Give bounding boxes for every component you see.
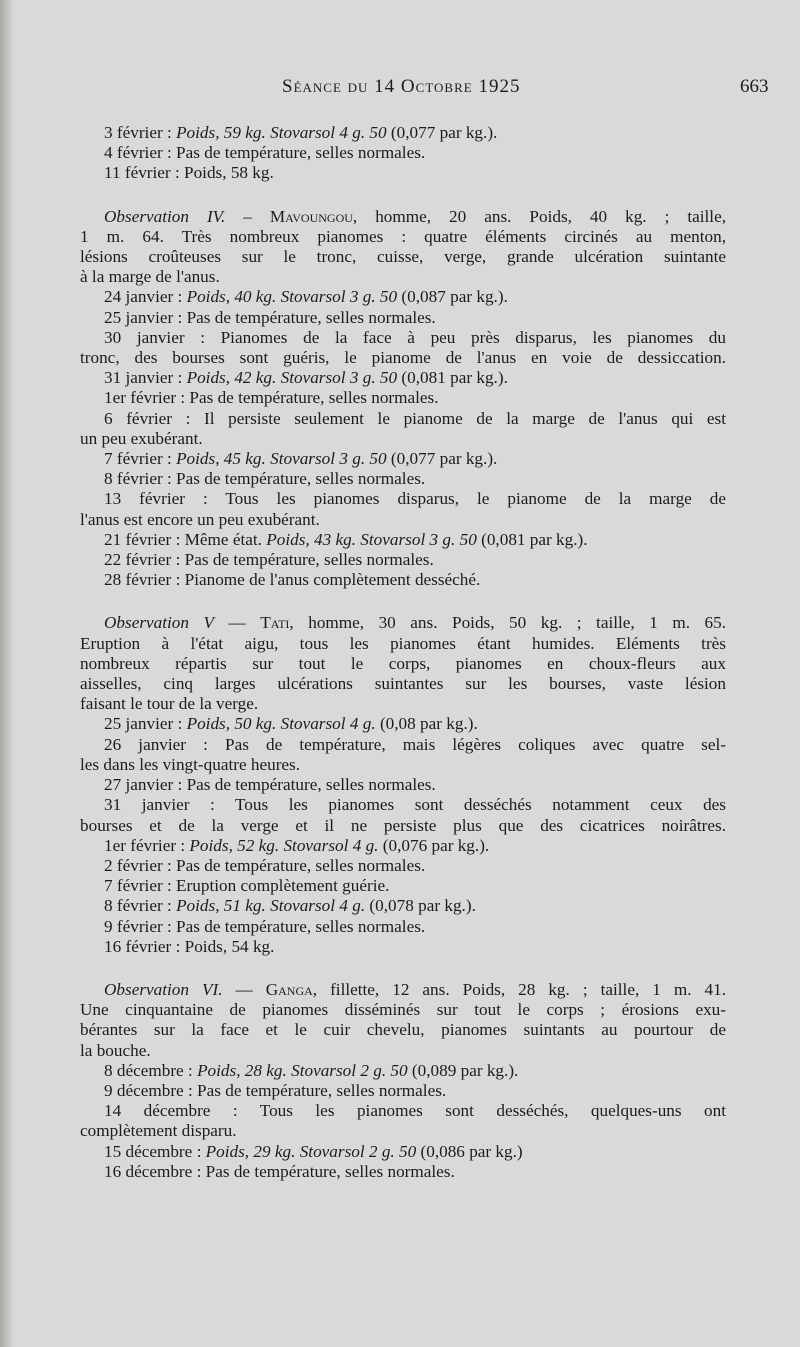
text-segment: aisselles, cinq larges ulcérations suintantes sur les bourses, vaste lésion <box>80 674 726 694</box>
section-gap <box>80 957 726 980</box>
text-line <box>80 775 726 795</box>
body-text <box>80 123 726 1182</box>
text-line <box>80 570 726 590</box>
text-segment: (0,076 par kg.). <box>378 835 490 855</box>
text-line <box>80 207 726 227</box>
text-segment: 11 février : Poids, 58 kg. <box>104 163 274 183</box>
text-segment: 3 février : <box>104 123 177 142</box>
text-line <box>80 247 726 267</box>
text-segment: 16 février : Poids, 54 kg. <box>104 936 275 956</box>
text-segment: 24 janvier : <box>104 287 187 307</box>
text-segment: , homme, 30 ans. Poids, 50 kg. ; taille, 1 m. 65. <box>289 613 726 633</box>
text-segment: 4 février : Pas de température, selles normales. <box>104 143 426 163</box>
text-segment: 25 janvier : Pas de température, selles normales. <box>104 307 436 327</box>
text-segment: 9 février : Pas de température, selles normales. <box>104 916 426 936</box>
text-segment: 7 février : <box>104 449 177 469</box>
text-segment: un peu exubérant. <box>80 428 203 448</box>
text-segment: (0,078 par kg.). <box>365 896 476 916</box>
text-segment: 9 décembre : Pas de température, selles normales. <box>104 1080 447 1100</box>
name-small-caps: Mavoungou <box>269 206 353 226</box>
text-segment: — <box>222 979 266 999</box>
text-segment: (0,08 par kg.). <box>375 714 478 734</box>
text-segment: , homme, 20 ans. Poids, 40 kg. ; taille, <box>352 206 726 226</box>
text-segment: nombreux répartis sur tout le corps, pianomes en choux-fleurs aux <box>80 653 726 673</box>
text-segment: bérantes sur la face et le cuir chevelu, pianomes suintants au pourtour de <box>80 1020 726 1040</box>
italic-segment: Observation IV. <box>104 206 226 226</box>
text-segment: 28 février : Pianome de l'anus complètement desséché. <box>104 570 481 590</box>
italic-segment: Poids, 50 kg. Stovarsol 4 g. <box>186 714 376 734</box>
text-line <box>80 368 726 388</box>
text-line <box>80 1081 726 1101</box>
text-line <box>80 714 726 734</box>
text-line <box>80 328 726 348</box>
italic-segment: Poids, 59 kg. Stovarsol 4 g. 50 <box>176 123 387 142</box>
text-line <box>80 1142 726 1162</box>
text-line <box>80 530 726 550</box>
italic-segment: Poids, 51 kg. Stovarsol 4 g. <box>176 896 366 916</box>
text-line <box>80 1061 726 1081</box>
text-line <box>80 550 726 570</box>
text-line <box>80 409 726 429</box>
italic-segment: Poids, 52 kg. Stovarsol 4 g. <box>189 835 379 855</box>
text-segment: l'anus est encore un peu exubérant. <box>80 509 320 529</box>
text-line <box>80 654 726 674</box>
text-line <box>80 836 726 856</box>
section-gap <box>80 590 726 613</box>
text-segment: (0,077 par kg.). <box>386 449 498 469</box>
italic-segment: Poids, 28 kg. Stovarsol 2 g. 50 <box>197 1060 408 1080</box>
text-line <box>80 980 726 1000</box>
text-line <box>80 917 726 937</box>
text-segment: complètement disparu. <box>80 1121 237 1141</box>
text-segment: faisant le tour de la verge. <box>80 694 259 714</box>
text-segment: 31 janvier : Tous les pianomes sont desséchés notamment ceux des <box>104 795 726 815</box>
text-segment: (0,081 par kg.). <box>397 368 508 388</box>
name-small-caps: Ganga <box>265 979 313 999</box>
text-segment: 26 janvier : Pas de température, mais légères coliques avec quatre sel- <box>104 734 726 754</box>
text-line <box>80 856 726 876</box>
text-segment: 21 février : Même état. <box>104 529 267 549</box>
text-line <box>80 287 726 307</box>
text-line <box>80 1020 726 1040</box>
page-header <box>0 70 800 100</box>
text-line <box>80 816 726 836</box>
page-edge-shadow <box>0 0 14 1347</box>
text-line <box>80 1000 726 1020</box>
italic-segment: Poids, 29 kg. Stovarsol 2 g. 50 <box>205 1141 417 1161</box>
text-line <box>80 1041 726 1061</box>
text-segment: (0,077 par kg.). <box>386 123 498 142</box>
text-line <box>80 1101 726 1121</box>
text-line <box>80 876 726 896</box>
text-segment: 25 janvier : <box>104 714 187 734</box>
text-segment: 8 décembre : <box>104 1060 198 1080</box>
observation-obs5 <box>80 613 726 956</box>
text-segment: (0,081 par kg.). <box>476 529 588 549</box>
text-line <box>80 674 726 694</box>
text-segment: 6 février : Il persiste seulement le pianome de la marge de l'anus qui est <box>104 408 726 428</box>
text-segment: 1er février : Pas de température, selles normales. <box>104 388 439 408</box>
text-segment: 31 janvier : <box>104 368 187 388</box>
text-line <box>80 694 726 714</box>
text-segment: bourses et de la verge et il ne persiste plus que des cicatrices noirâtres. <box>80 815 726 835</box>
text-segment: 30 janvier : Pianomes de la face à peu près disparus, les pianomes du <box>104 327 726 347</box>
text-segment: 16 décembre : Pas de température, selles normales. <box>104 1161 455 1181</box>
text-segment: 22 février : Pas de température, selles normales. <box>104 550 434 570</box>
observation-obs6 <box>80 980 726 1182</box>
text-segment: , fillette, 12 ans. Poids, 28 kg. ; taille, 1 m. 41. <box>312 979 727 999</box>
text-line <box>80 613 726 633</box>
text-line <box>80 755 726 775</box>
italic-segment: Poids, 45 kg. Stovarsol 3 g. 50 <box>176 449 387 469</box>
text-segment: (0,087 par kg.). <box>397 287 508 307</box>
name-small-caps: Tati <box>260 613 290 633</box>
text-segment: lésions croûteuses sur le tronc, cuisse, verge, grande ulcération suintante <box>80 247 726 267</box>
italic-segment: Observation VI. <box>104 979 223 999</box>
text-line <box>80 449 726 469</box>
italic-segment: Observation V <box>104 613 214 633</box>
running-title: Séance du 14 Octobre 1925 <box>282 76 521 97</box>
text-segment: 13 février : Tous les pianomes disparus, le pianome de la marge de <box>104 489 726 509</box>
text-line <box>80 735 726 755</box>
text-segment: 15 décembre : <box>104 1141 206 1161</box>
text-line <box>80 163 726 183</box>
text-line <box>80 1162 726 1182</box>
text-line <box>80 795 726 815</box>
text-line <box>80 469 726 489</box>
text-line <box>80 1121 726 1141</box>
text-segment: 14 décembre : Tous les pianomes sont desséchés, quelques-uns ont <box>104 1101 726 1121</box>
text-line <box>80 123 726 143</box>
text-line <box>80 429 726 449</box>
text-segment: les dans les vingt-quatre heures. <box>80 754 301 774</box>
text-line <box>80 634 726 654</box>
text-line <box>80 267 726 287</box>
text-segment: (0,089 par kg.). <box>407 1060 519 1080</box>
text-line <box>80 896 726 916</box>
italic-segment: Poids, 42 kg. Stovarsol 3 g. 50 <box>186 368 398 388</box>
text-line <box>80 489 726 509</box>
text-segment: — <box>214 613 261 633</box>
text-segment: (0,086 par kg.) <box>416 1141 523 1161</box>
text-segment: 8 février : <box>104 896 177 916</box>
text-segment: la bouche. <box>80 1040 151 1060</box>
text-segment: 7 février : Eruption complètement guérie. <box>104 876 390 896</box>
section-gap <box>80 184 726 207</box>
text-line <box>80 308 726 328</box>
italic-segment: Poids, 43 kg. Stovarsol 3 g. 50 <box>266 529 477 549</box>
text-segment: 1er février : <box>104 835 190 855</box>
text-segment: 27 janvier : Pas de température, selles normales. <box>104 775 436 795</box>
italic-segment: Poids, 40 kg. Stovarsol 3 g. 50 <box>186 287 398 307</box>
text-line <box>80 143 726 163</box>
page-number: 663 <box>740 76 769 97</box>
observation-obs3-cont <box>80 123 726 184</box>
text-segment: 2 février : Pas de température, selles normales. <box>104 855 426 875</box>
observation-obs4 <box>80 207 726 591</box>
text-line <box>80 937 726 957</box>
text-segment: 1 m. 64. Très nombreux pianomes : quatre éléments circinés au menton, <box>80 226 726 246</box>
text-line <box>80 227 726 247</box>
text-segment: Eruption à l'état aigu, tous les pianomes étant humides. Eléments très <box>80 633 726 653</box>
text-segment: tronc, des bourses sont guéris, le pianome de l'anus en voie de dessiccation. <box>80 348 726 368</box>
text-line <box>80 510 726 530</box>
text-segment: à la marge de l'anus. <box>80 267 220 287</box>
text-line <box>80 348 726 368</box>
text-line <box>80 388 726 408</box>
text-segment: – <box>225 206 270 226</box>
text-segment: Une cinquantaine de pianomes disséminés sur tout le corps ; érosions exu- <box>80 1000 726 1020</box>
text-segment: 8 février : Pas de température, selles normales. <box>104 469 426 489</box>
